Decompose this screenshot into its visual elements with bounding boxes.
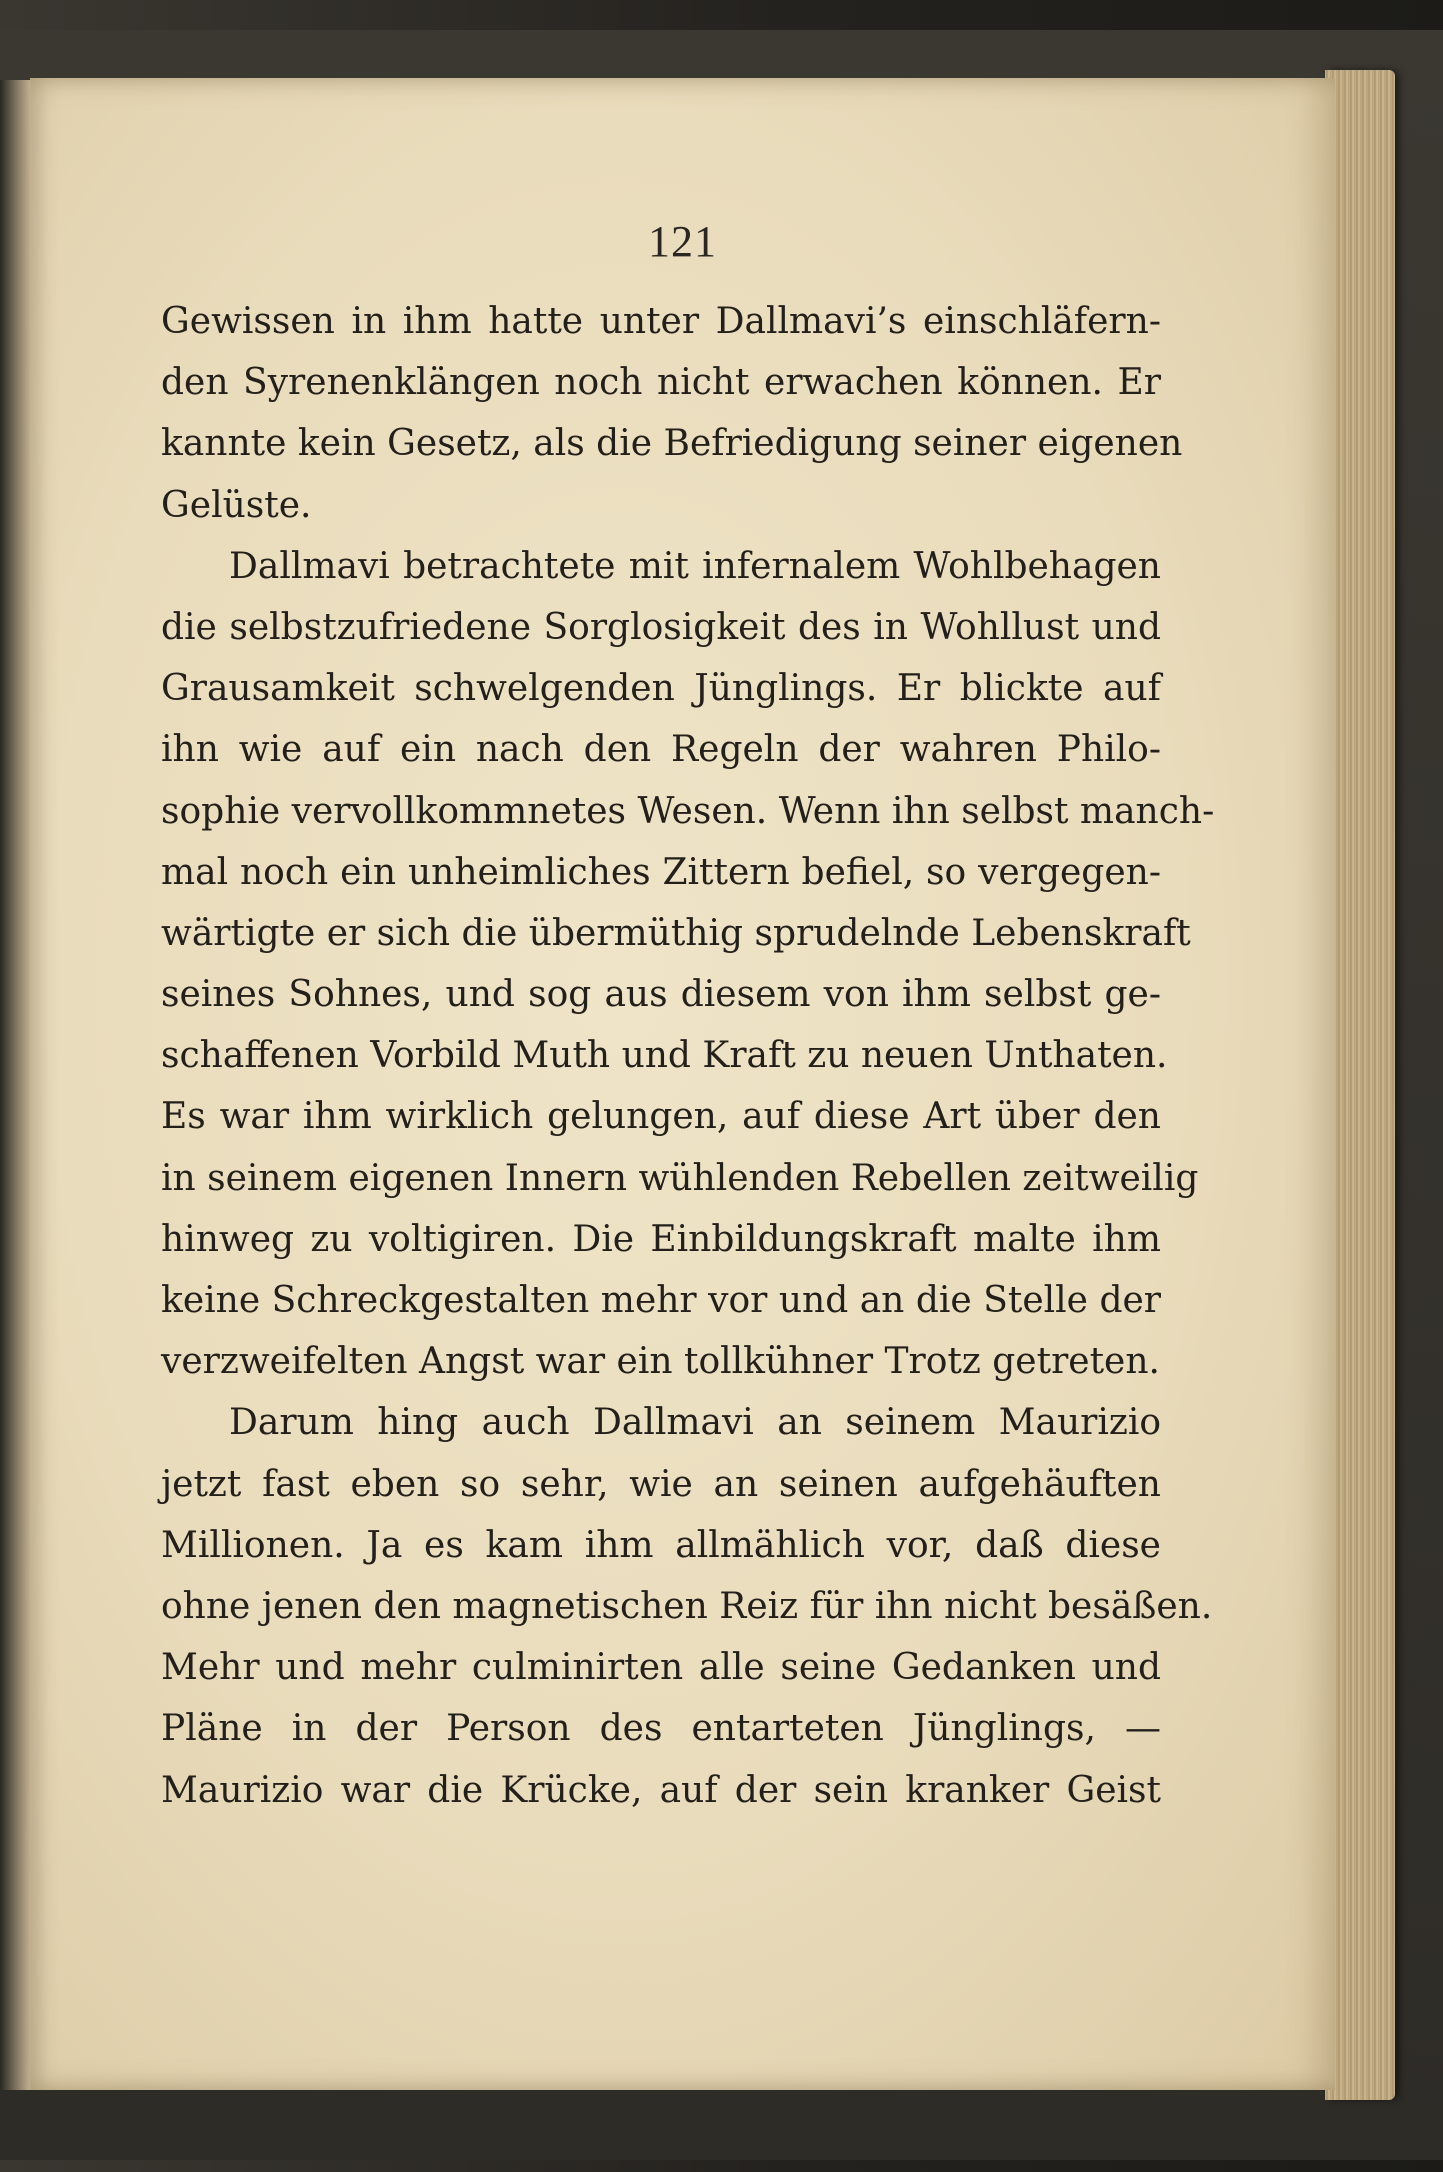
text-line: jetzt fast eben so sehr, wie an seinen aufgehäuften xyxy=(161,1463,1161,1505)
book-page xyxy=(30,78,1335,2090)
text-line: sophie vervollkommnetes Wesen. Wenn ihn selbst manch- xyxy=(161,790,1215,832)
text-line: wärtigte er sich die übermüthig sprudelnde Lebenskraft xyxy=(161,912,1191,954)
page-number: 121 xyxy=(648,217,717,266)
text-line: Es war ihm wirklich gelungen, auf diese Art über den xyxy=(161,1096,1161,1138)
paragraph-start-line: Dallmavi betrachtete mit infernalem Wohlbehagen xyxy=(229,545,1161,587)
text-line: den Syrenenklängen noch nicht erwachen können. Er xyxy=(161,362,1161,404)
text-line: in seinem eigenen Innern wühlenden Rebellen zeitweilig xyxy=(161,1157,1199,1199)
text-line: verzweifelten Angst war ein tollkühner Trotz getreten. xyxy=(161,1341,1160,1383)
paragraph-start-line: Darum hing auch Dallmavi an seinem Maurizio xyxy=(229,1402,1161,1444)
text-line: seines Sohnes, und sog aus diesem von ihm selbst ge- xyxy=(161,974,1161,1016)
text-line: mal noch ein unheimliches Zittern befiel, so vergegen- xyxy=(161,851,1161,893)
text-line: Grausamkeit schwelgenden Jünglings. Er blickte auf xyxy=(161,668,1161,710)
text-line: die selbstzufriedene Sorglosigkeit des in Wohllust und xyxy=(161,606,1161,648)
text-line: kannte kein Gesetz, als die Befriedigung seiner eigenen xyxy=(161,423,1183,465)
text-line: Gelüste. xyxy=(161,484,312,526)
text-line: ihn wie auf ein nach den Regeln der wahren Philo- xyxy=(161,729,1161,771)
text-line: keine Schreckgestalten mehr vor und an die Stelle der xyxy=(161,1280,1161,1321)
text-line: Millionen. Ja es kam ihm allmählich vor, daß diese xyxy=(161,1524,1161,1566)
body-text xyxy=(161,291,1215,1821)
text-line: Pläne in der Person des entarteten Jünglings, — xyxy=(161,1708,1161,1750)
text-line: ohne jenen den magnetischen Reiz für ihn nicht besäßen. xyxy=(161,1585,1213,1627)
page-edges xyxy=(1325,70,1395,2100)
text-line: Gewissen in ihm hatte unter Dallmavi’s einschläfern- xyxy=(161,301,1161,342)
book-gutter xyxy=(0,80,32,2090)
text-line: schaffenen Vorbild Muth und Kraft zu neuen Unthaten. xyxy=(161,1035,1168,1077)
text-line: Mehr und mehr culminirten alle seine Gedanken und xyxy=(161,1647,1161,1689)
text-line: Maurizio war die Krücke, auf der sein kranker Geist xyxy=(161,1769,1161,1811)
text-line: hinweg zu voltigiren. Die Einbildungskraft malte ihm xyxy=(161,1218,1161,1260)
